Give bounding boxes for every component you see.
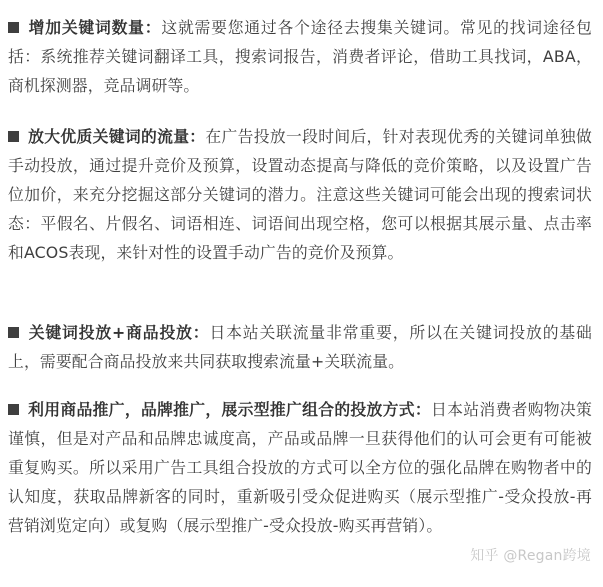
square-bullet-icon [8,327,19,338]
item-lead: 增加关键词数量： [28,18,162,37]
item-body: 在广告投放一段时间后，针对表现优秀的关键词单独做手动投放，通过提升竞价及预算，设置动态提高与降低的竞价策略，以及设置广告位加价，来充分挖掘这部分关键词的潜力。注意这些关键词可能会出现的搜索词状态：平假名、片假名、词语相连、词语间出现空格，您可以根据其展示量、点击率和ACOS表现，来针对性的设置手动广告的竞价及预算。 [8,127,592,262]
square-bullet-icon [8,22,19,33]
item-lead: 利用商品推广，品牌推广，展示型推广组合的投放方式： [28,400,432,419]
bullet-item-amplify-traffic [8,122,592,267]
zhihu-watermark: 知乎 @Regan跨境 [470,548,591,564]
item-body: 日本站关联流量非常重要，所以在关键词投放的基础上，需要配合商品投放来共同获取搜索流量+关联流量。 [8,323,592,371]
bullet-item-keyword-product-targeting [8,318,592,376]
bullet-item-combined-ads [8,395,592,540]
item-body: 日本站消费者购物决策谨慎，但是对产品和品牌忠诚度高，产品或品牌一旦获得他们的认可会更有可能被重复购买。所以采用广告工具组合投放的方式可以全方位的强化品牌在购物者中的认知度，获取品牌新客的同时，重新吸引受众促进购买（展示型推广-受众投放-再营销浏览定向）或复购（展示型推广-受众投放-购买再营销）。 [8,400,592,535]
square-bullet-icon [8,131,19,142]
square-bullet-icon [8,404,19,415]
item-lead: 放大优质关键词的流量： [28,127,206,146]
bullet-item-keyword-count [8,13,592,100]
item-lead: 关键词投放+商品投放： [28,323,210,342]
item-body: 这就需要您通过各个途径去搜集关键词。常见的找词途径包括：系统推荐关键词翻译工具，搜索词报告，消费者评论，借助工具找词，ABA，商机探测器，竞品调研等。 [8,18,593,95]
